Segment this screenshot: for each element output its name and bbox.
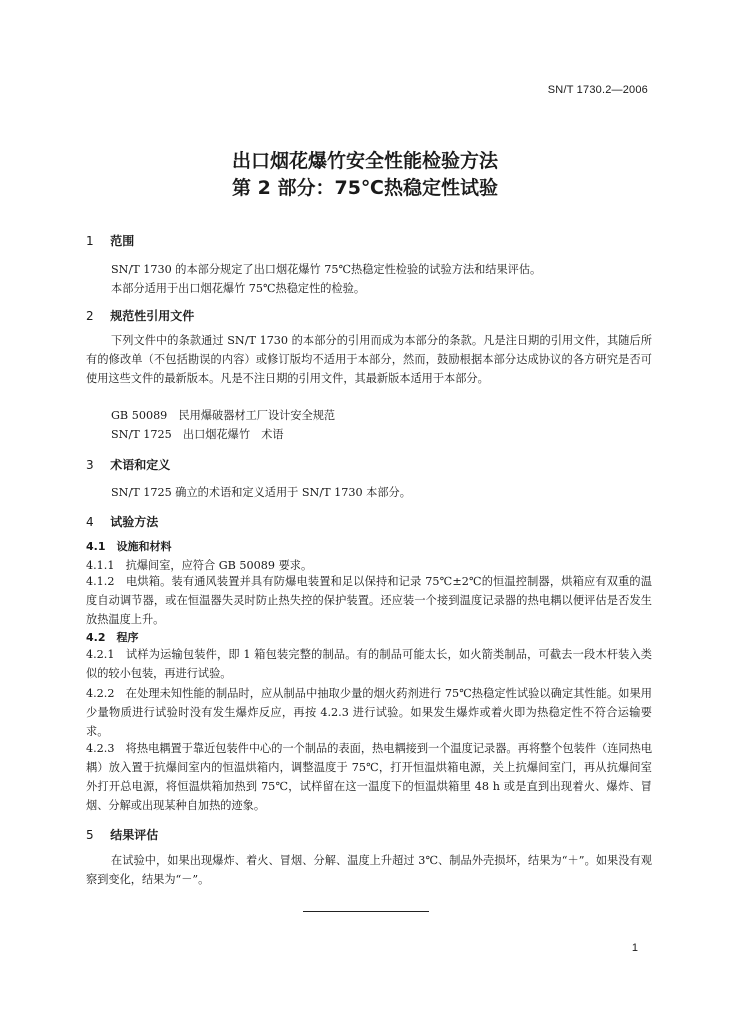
section-title: 术语和定义 [110, 458, 171, 472]
clause-4-1-2: 4.1.2 电烘箱。装有通风装置并具有防爆电装置和足以保持和记录 75℃±2℃的恒温控制器，烘箱应有双重的温度自动调节器，或在恒温器失灵时防止热失控的保护装置。还应装一个接到温度记录器的热电耦以便评估是否发生放热温度上升。 [86, 575, 652, 626]
clause-4-2-2: 4.2.2 在处理未知性能的制品时，应从制品中抽取少量的烟火药剂进行 75℃热稳定性试验以确定其性能。如果用少量物质进行试验时没有发生爆炸反应，再按 4.2.3 进行试验。如果发生爆炸或着火即为热稳定性不符合运输要求。 [86, 687, 652, 738]
section-title: 试验方法 [110, 515, 159, 529]
end-divider [303, 911, 429, 912]
section-title: 范围 [110, 234, 135, 248]
section-1-para-1: SN/T 1730 的本部分规定了出口烟花爆竹 75℃热稳定性检验的试验方法和结果评估。 [111, 263, 542, 276]
clause-4-1-1: 4.1.1 抗爆间室，应符合 GB 50089 要求。 [86, 559, 313, 572]
section-3-heading [86, 456, 170, 473]
clause-4-2-3: 4.2.3 将热电耦置于靠近包装件中心的一个制品的表面，热电耦接到一个温度记录器。再将整个包装件（连同热电耦）放入置于抗爆间室内的恒温烘箱内，调整温度于 75℃，打开恒温烘箱电源，关上抗爆间室门，再从抗爆间室外打开总电源，将恒温烘箱加热到 75℃，试样留在这一温度下的恒温烘箱里 48 h 或是直到出现着火、爆炸、冒烟、分解或出现某种自加热的迹象。 [86, 742, 652, 812]
subsection-4-1-heading: 4.1 设施和材料 [86, 540, 172, 553]
section-5-para-1: 在试验中，如果出现爆炸、着火、冒烟、分解、温度上升超过 3℃、制品外壳损坏，结果为“＋”。如果没有观察到变化，结果为“－”。 [86, 854, 652, 886]
clause-4-2-1: 4.2.1 试样为运输包装件，即 1 箱包装完整的制品。有的制品可能太长，如火箭类制品，可截去一段木杆装入类似的较小包装，再进行试验。 [86, 648, 652, 680]
section-1-heading [86, 232, 134, 249]
section-title: 规范性引用文件 [110, 309, 195, 323]
reference-snt-1725: SN/T 1725 出口烟花爆竹 术语 [111, 428, 284, 441]
section-number: 4 [86, 515, 94, 529]
title-line-1: 出口烟花爆竹安全性能检验方法 [231, 150, 498, 172]
section-number: 5 [86, 828, 94, 842]
title-line-2: 第 2 部分：75℃热稳定性试验 [232, 177, 498, 199]
subsection-4-2-heading: 4.2 程序 [86, 631, 139, 644]
section-4-heading [86, 513, 158, 530]
section-number: 3 [86, 458, 94, 472]
standard-code: SN/T 1730.2—2006 [547, 84, 648, 96]
section-number: 1 [86, 234, 94, 248]
section-5-heading [86, 826, 158, 843]
section-2-heading [86, 307, 194, 324]
reference-gb-50089: GB 50089 民用爆破器材工厂设计安全规范 [111, 409, 336, 422]
section-3-para-1: SN/T 1725 确立的术语和定义适用于 SN/T 1730 本部分。 [111, 486, 411, 499]
section-title: 结果评估 [110, 828, 159, 842]
section-1-para-2: 本部分适用于出口烟花爆竹 75℃热稳定性的检验。 [111, 282, 366, 295]
section-number: 2 [86, 309, 94, 323]
section-2-para-1: 下列文件中的条款通过 SN/T 1730 的本部分的引用而成为本部分的条款。凡是注日期的引用文件，其随后所有的修改单（不包括勘误的内容）或修订版均不适用于本部分，然而，鼓励根据本部分达成协议的各方研究是否可使用这些文件的最新版本。凡是不注日期的引用文件，其最新版本适用于本部分。 [86, 334, 652, 385]
page-number: 1 [631, 942, 638, 954]
